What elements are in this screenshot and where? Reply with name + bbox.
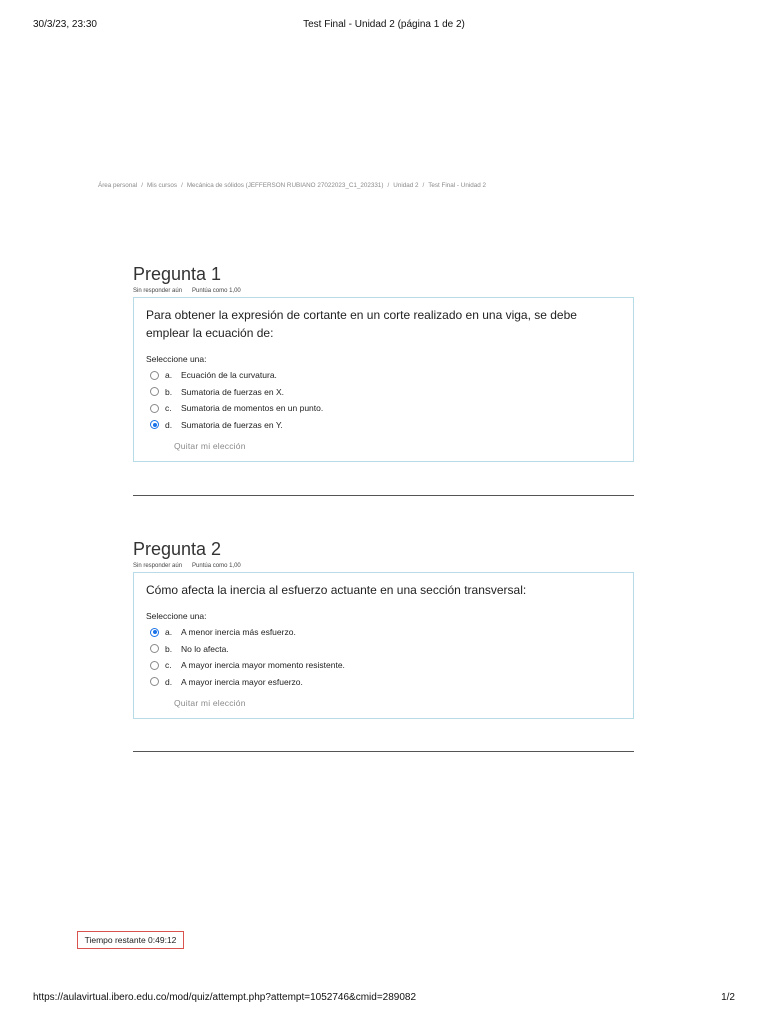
option-c[interactable] [146,400,621,417]
option-a[interactable] [146,367,621,384]
radio-button[interactable] [150,644,159,653]
option-text[interactable]: A menor inercia más esfuerzo. [181,627,296,638]
option-letter: c. [165,403,172,414]
radio-button[interactable] [150,628,159,637]
print-page-number: 1/2 [721,992,735,1003]
radio-button[interactable] [150,661,159,670]
breadcrumb-mis-cursos[interactable]: Mis cursos [146,182,178,189]
breadcrumb-separator: / [387,182,390,189]
option-letter: a. [165,370,173,381]
question-content [133,572,634,719]
question-title: Pregunta 2 [133,539,222,559]
breadcrumb-unidad[interactable]: Unidad 2 [393,182,419,189]
question-divider [133,751,634,752]
breadcrumb-separator: / [422,182,425,189]
radio-button[interactable] [150,677,159,686]
print-datetime: 30/3/23, 23:30 [33,19,97,30]
time-remaining-badge [77,931,184,949]
question-status: Sin responder aún [133,288,183,294]
answer-prompt: Seleccione una: [146,354,207,364]
clear-choice-link[interactable]: Quitar mi elección [174,698,246,708]
radio-button[interactable] [150,387,159,396]
question-points: Puntúa como 1,00 [192,563,241,569]
option-b[interactable] [146,384,621,401]
breadcrumb-course[interactable]: Mecánica de sólidos (JEFFERSON RUBIANO 27022023_C1_202331) [186,182,384,189]
breadcrumb-test[interactable]: Test Final - Unidad 2 [428,182,486,189]
print-header [33,19,735,33]
option-letter: d. [165,419,173,430]
radio-button[interactable] [150,371,159,380]
breadcrumb [98,182,486,189]
question-meta [133,288,634,297]
answer-prompt: Seleccione una: [146,611,207,621]
option-text[interactable]: Sumatoria de momentos en un punto. [181,403,324,414]
print-footer [33,992,735,1006]
option-text[interactable]: No lo afecta. [181,643,229,654]
question-status: Sin responder aún [133,563,183,569]
breadcrumb-area-personal[interactable]: Área personal [98,182,138,189]
radio-button[interactable] [150,404,159,413]
option-letter: a. [165,627,173,638]
option-letter: c. [165,660,172,671]
option-letter: d. [165,676,173,687]
option-letter: b. [165,643,173,654]
breadcrumb-separator: / [181,182,183,189]
question-points: Puntúa como 1,00 [192,288,241,294]
time-remaining-label: Tiempo restante 0:49:12 [84,935,177,945]
question-text: Para obtener la expresión de cortante en un corte realizado en una viga, se debe emplear la ecuación de: [146,308,577,340]
question-meta [133,563,634,572]
print-title: Test Final - Unidad 2 (página 1 de 2) [303,19,465,30]
question-divider [133,495,634,496]
option-d[interactable] [146,417,621,434]
question-content [133,297,634,462]
question-2 [133,538,634,719]
option-a[interactable] [146,624,621,641]
clear-choice-link[interactable]: Quitar mi elección [174,441,246,451]
option-text[interactable]: Ecuación de la curvatura. [181,370,277,381]
option-letter: b. [165,386,173,397]
option-text[interactable]: Sumatoria de fuerzas en X. [181,386,285,397]
breadcrumb-separator: / [141,182,143,189]
option-text[interactable]: A mayor inercia mayor momento resistente. [181,660,345,671]
question-1 [133,263,634,462]
option-text[interactable]: Sumatoria de fuerzas en Y. [181,419,283,430]
question-text: Cómo afecta la inercia al esfuerzo actuante en una sección transversal: [146,583,527,597]
radio-button[interactable] [150,420,159,429]
option-text[interactable]: A mayor inercia mayor esfuerzo. [181,676,303,687]
option-b[interactable] [146,641,621,658]
option-d[interactable] [146,674,621,691]
option-c[interactable] [146,657,621,674]
print-url: https://aulavirtual.ibero.edu.co/mod/quiz/attempt.php?attempt=1052746&cmid=289082 [33,992,417,1003]
question-title: Pregunta 1 [133,264,222,284]
